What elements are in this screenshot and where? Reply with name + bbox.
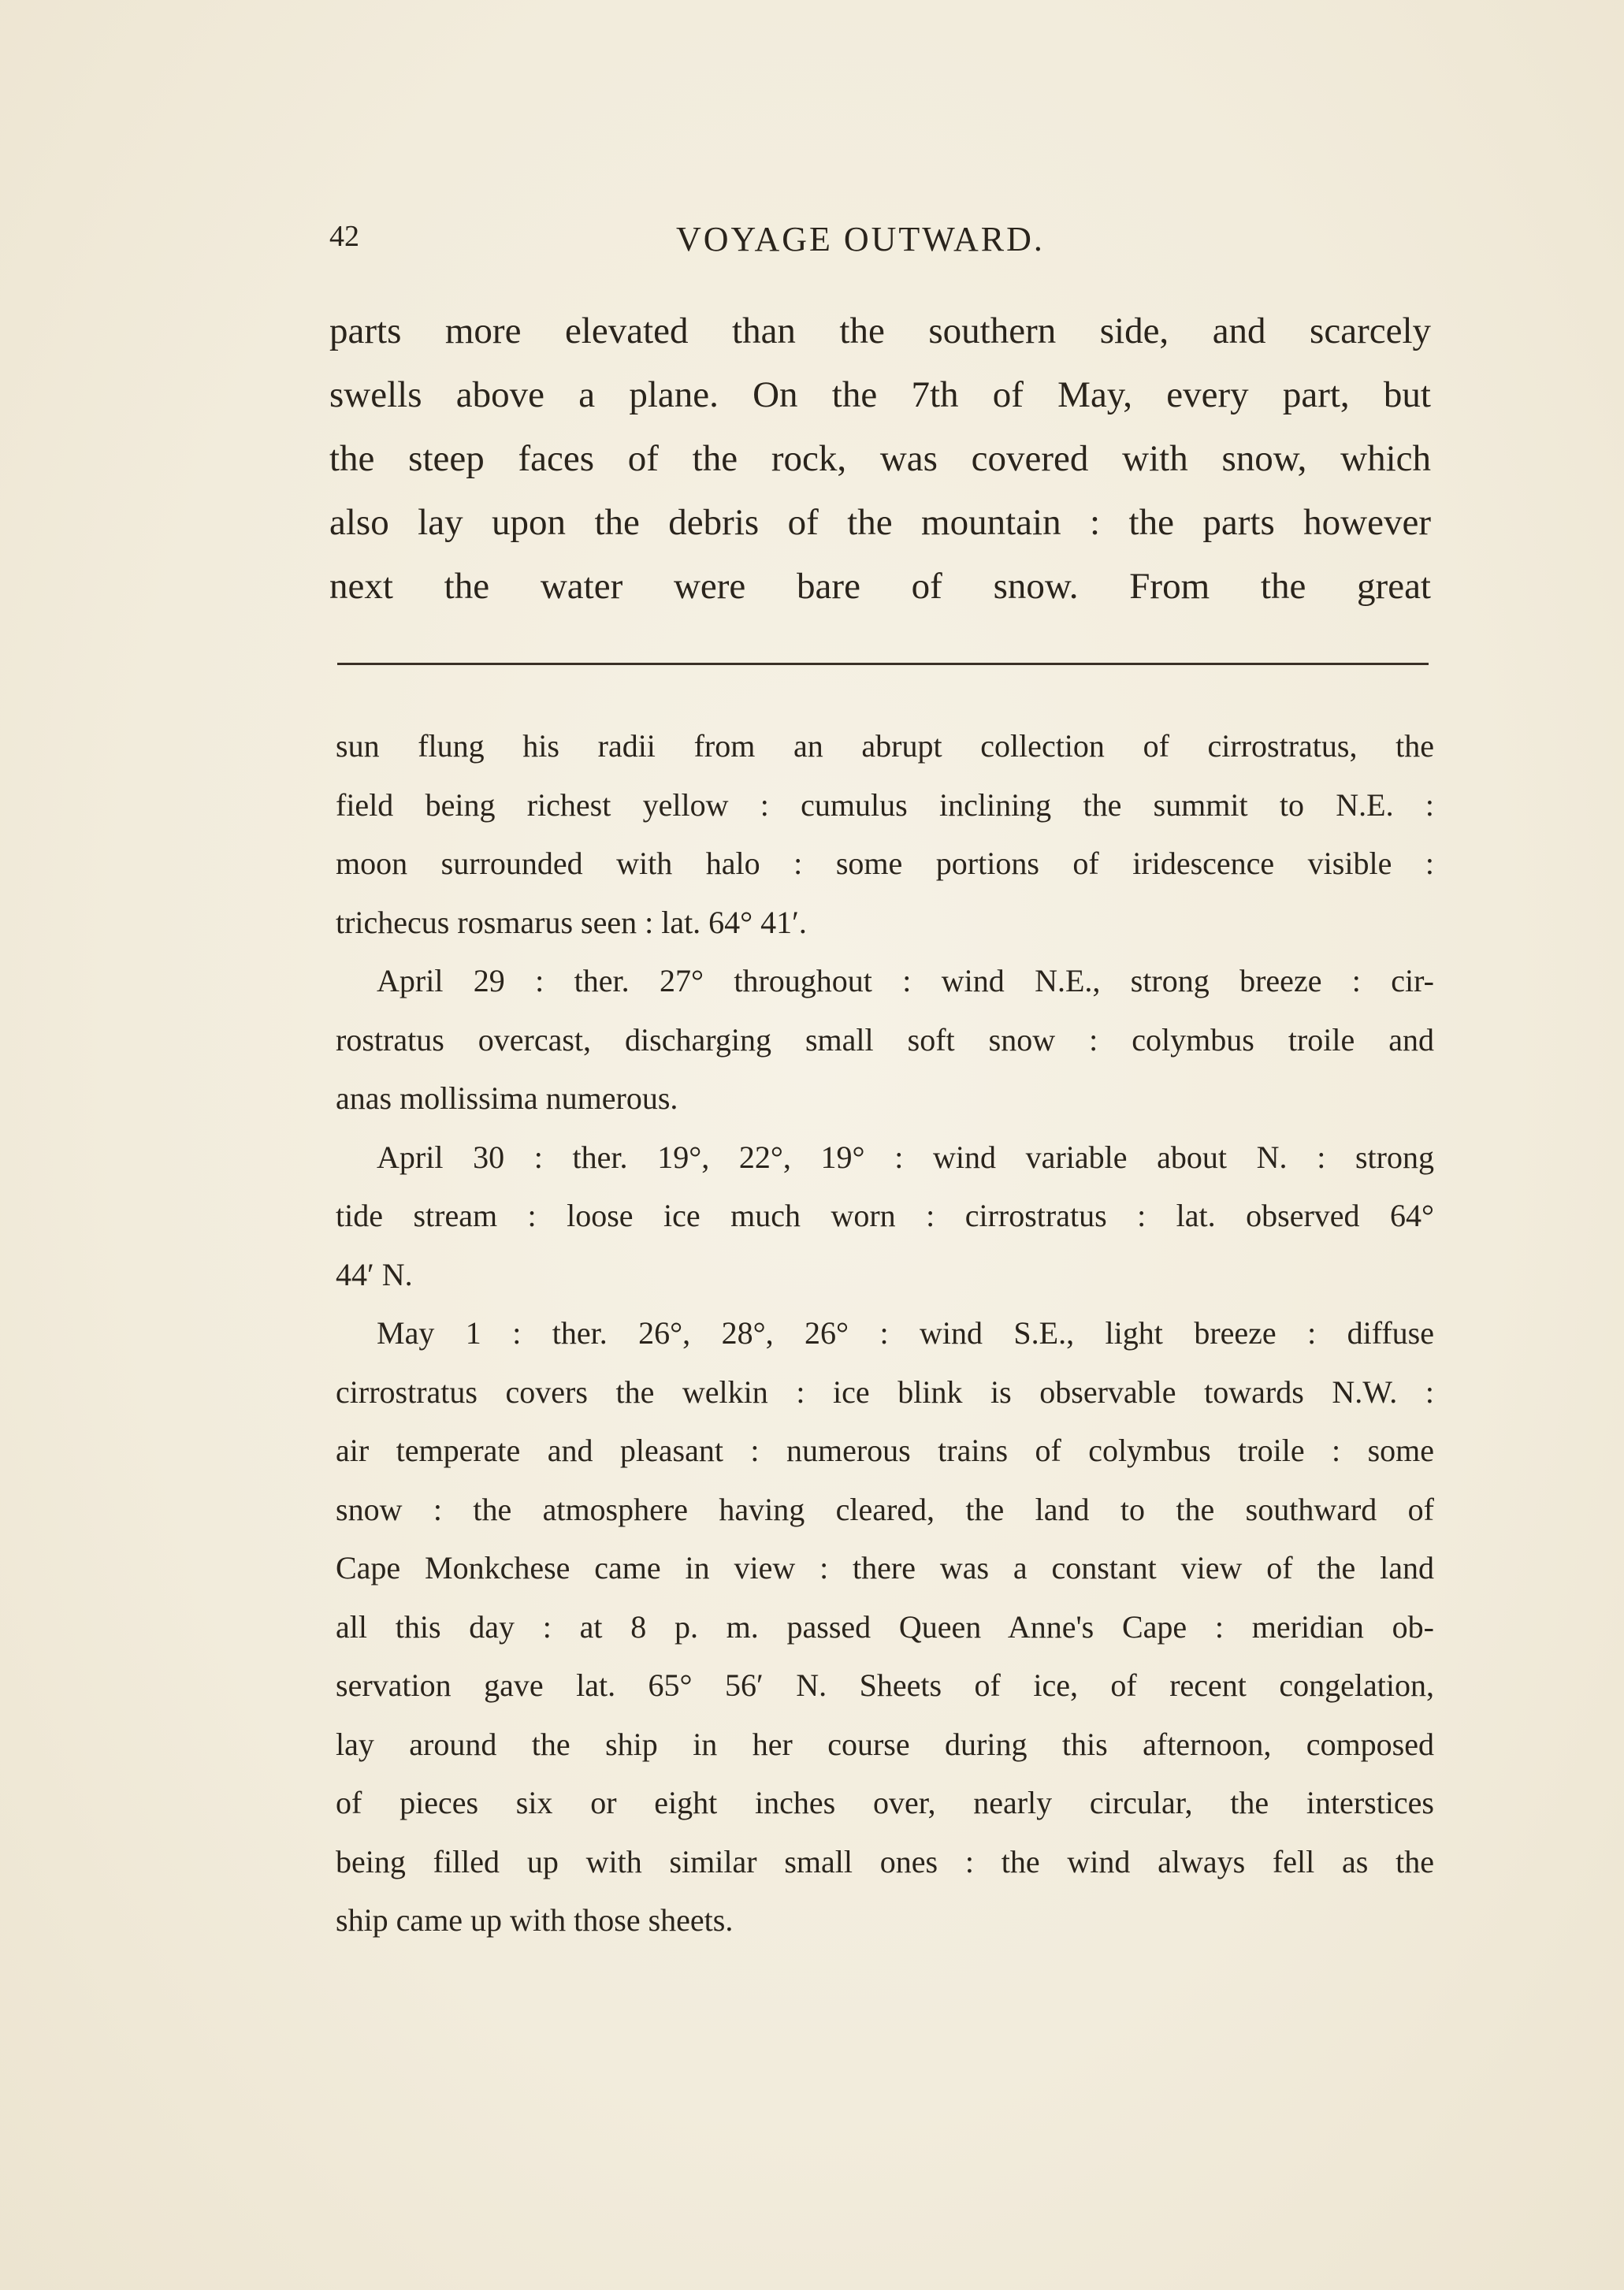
note-line: cirrostratus covers the welkin : ice blink is observable towards N.W. : xyxy=(336,1374,1434,1410)
running-head xyxy=(329,219,1433,266)
note-line: lay around the ship in her course during this afternoon, composed xyxy=(336,1726,1434,1762)
running-title: VOYAGE OUTWARD. xyxy=(676,220,1045,258)
main-text-line: next the water were bare of snow. From the great xyxy=(329,566,1431,607)
note-line: April 30 : ther. 19°, 22°, 19° : wind variable about N. : strong xyxy=(377,1139,1434,1175)
note-line: field being richest yellow : cumulus inclining the summit to N.E. : xyxy=(336,786,1434,823)
note-line: snow : the atmosphere having cleared, the land to the southward of xyxy=(336,1491,1434,1527)
main-text-line: also lay upon the debris of the mountain : the parts however xyxy=(329,502,1431,543)
footnote-rule xyxy=(337,663,1429,665)
note-line: May 1 : ther. 26°, 28°, 26° : wind S.E., light breeze : diffuse xyxy=(377,1315,1434,1351)
note-line: anas mollissima numerous. xyxy=(336,1080,678,1116)
page-number: 42 xyxy=(329,220,359,253)
note-line: servation gave lat. 65° 56′ N. Sheets of ice, of recent congelation, xyxy=(336,1667,1434,1703)
footnote-text xyxy=(336,717,1434,1950)
note-line: tide stream : loose ice much worn : cirrostratus : lat. observed 64° xyxy=(336,1198,1434,1233)
note-line: Cape Monkchese came in view : there was a constant view of the land xyxy=(336,1550,1434,1586)
note-line: moon surrounded with halo : some portions of iridescence visible : xyxy=(336,846,1434,881)
note-line: all this day : at 8 p. m. passed Queen Anne's Cape : meridian ob- xyxy=(336,1608,1434,1645)
main-text-line: the steep faces of the rock, was covered with snow, which xyxy=(329,438,1431,479)
note-line: rostratus overcast, discharging small soft snow : colymbus troile and xyxy=(336,1021,1434,1058)
note-line: air temperate and pleasant : numerous trains of colymbus troile : some xyxy=(336,1433,1434,1468)
main-text-line: swells above a plane. On the 7th of May, every part, but xyxy=(329,374,1431,415)
note-line: April 29 : ther. 27° throughout : wind N.E., strong breeze : cir- xyxy=(377,963,1434,998)
note-line: of pieces six or eight inches over, nearly circular, the interstices xyxy=(336,1785,1434,1820)
note-line: being filled up with similar small ones : the wind always fell as the xyxy=(336,1843,1434,1879)
main-text xyxy=(329,299,1431,619)
note-line: 44′ N. xyxy=(336,1256,413,1292)
note-line: trichecus rosmarus seen : lat. 64° 41′. xyxy=(336,904,807,940)
note-line: ship came up with those sheets. xyxy=(336,1902,734,1938)
main-text-line: parts more elevated than the southern side, and scarcely xyxy=(329,310,1431,351)
note-line: sun flung his radii from an abrupt collection of cirrostratus, the xyxy=(336,728,1434,764)
